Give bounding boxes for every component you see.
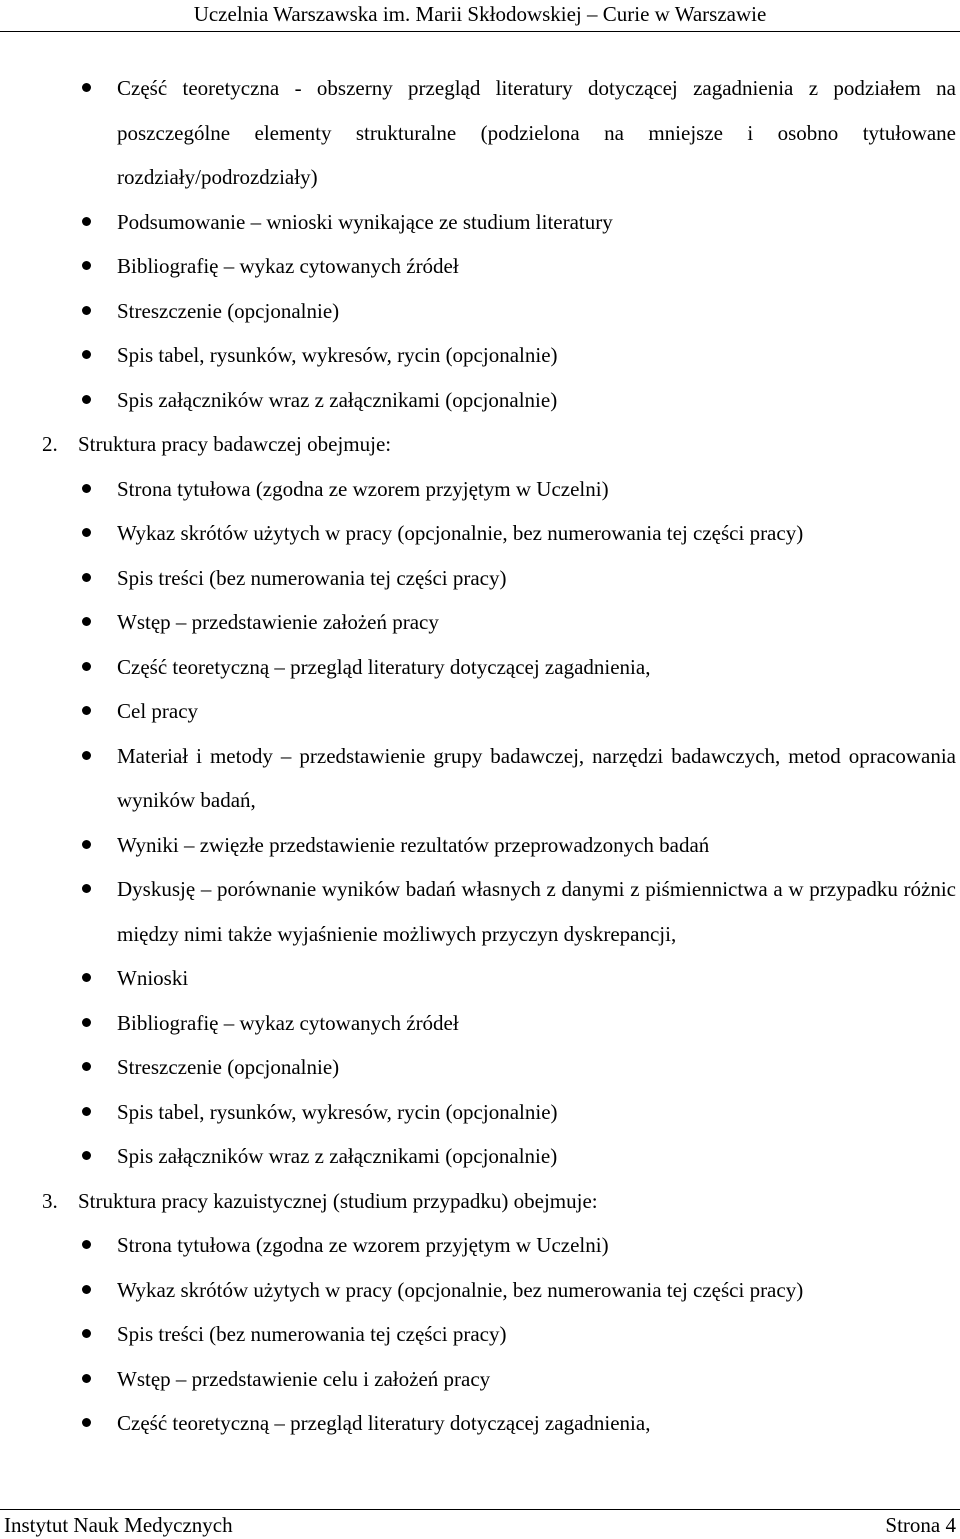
list-item-text: Wstęp – przedstawienie założeń pracy bbox=[117, 610, 439, 634]
list-item bbox=[0, 1401, 960, 1446]
bullet-icon bbox=[82, 1329, 91, 1338]
list-item bbox=[0, 289, 960, 334]
list-item-text: Część teoretyczna - obszerny przegląd literatury dotyczącej zagadnienia z podziałem na poszczególne elementy strukturalne (podzielona na mniejsze i osobno tytułowane rozdziały/podrozdziały) bbox=[117, 76, 956, 189]
section2-list bbox=[0, 467, 960, 1179]
list-item bbox=[0, 1223, 960, 1268]
list-item bbox=[0, 200, 960, 245]
list-item bbox=[0, 378, 960, 423]
list-item bbox=[0, 1268, 960, 1313]
list-item bbox=[0, 511, 960, 556]
list-item bbox=[0, 600, 960, 645]
bullet-icon bbox=[82, 1107, 91, 1116]
list-item-text: Spis załączników wraz z załącznikami (opcjonalnie) bbox=[117, 1144, 558, 1168]
section2-number: 2. bbox=[42, 432, 58, 456]
bullet-icon bbox=[82, 1418, 91, 1427]
header-title: Uczelnia Warszawska im. Marii Skłodowskiej – Curie w Warszawie bbox=[193, 2, 767, 26]
list-item-text: Strona tytułowa (zgodna ze wzorem przyjętym w Uczelni) bbox=[117, 476, 609, 501]
list-item-text: Część teoretyczną – przegląd literatury dotyczącej zagadnienia, bbox=[117, 654, 651, 679]
list-item-text: Bibliografię – wykaz cytowanych źródeł bbox=[117, 254, 459, 278]
list-item-text: Streszczenie (opcjonalnie) bbox=[117, 298, 340, 323]
list-item bbox=[0, 66, 960, 200]
list-item-text: Materiał i metody – przedstawienie grupy badawczej, narzędzi badawczych, metod opracowania wyników badań, bbox=[117, 743, 956, 812]
bullet-icon bbox=[82, 973, 91, 982]
list-item bbox=[0, 956, 960, 1001]
list-item bbox=[0, 734, 960, 823]
list-item bbox=[0, 1001, 960, 1046]
list-item-text: Strona tytułowa (zgodna ze wzorem przyjętym w Uczelni) bbox=[117, 1233, 609, 1257]
section2-heading bbox=[0, 422, 960, 467]
list-item-text: Streszczenie (opcjonalnie) bbox=[117, 1055, 340, 1079]
list-item-text: Podsumowanie – wnioski wynikające ze studium literatury bbox=[117, 209, 613, 234]
footer-institute: Instytut Nauk Medycznych bbox=[4, 1513, 233, 1537]
list-item bbox=[0, 823, 960, 868]
section3-list bbox=[0, 1223, 960, 1446]
bullet-icon bbox=[82, 350, 91, 359]
document-body bbox=[0, 66, 960, 1446]
bullet-icon bbox=[82, 83, 91, 92]
footer-page-number: Strona 4 bbox=[885, 1513, 956, 1537]
bullet-icon bbox=[82, 662, 91, 671]
list-item bbox=[0, 1312, 960, 1357]
bullet-icon bbox=[82, 1240, 91, 1249]
bullet-icon bbox=[82, 884, 91, 893]
bullet-icon bbox=[82, 1285, 91, 1294]
bullet-icon bbox=[82, 1062, 91, 1071]
page-footer bbox=[0, 1509, 960, 1539]
list-item bbox=[0, 556, 960, 601]
list-item bbox=[0, 1357, 960, 1402]
list-item-text: Wykaz skrótów użytych w pracy (opcjonalnie, bez numerowania tej części pracy) bbox=[117, 1277, 804, 1302]
page-header bbox=[0, 0, 960, 32]
list-item-text: Wykaz skrótów użytych w pracy (opcjonalnie, bez numerowania tej części pracy) bbox=[117, 521, 804, 545]
bullet-icon bbox=[82, 306, 91, 315]
bullet-icon bbox=[82, 261, 91, 270]
list-item-text: Część teoretyczną – przegląd literatury dotyczącej zagadnienia, bbox=[117, 1411, 651, 1435]
section3-heading bbox=[0, 1179, 960, 1224]
list-item-text: Spis treści (bez numerowania tej części pracy) bbox=[117, 565, 507, 590]
section3-title: Struktura pracy kazuistycznej (studium przypadku) obejmuje: bbox=[78, 1188, 598, 1213]
list-item bbox=[0, 1134, 960, 1179]
list-item-text: Spis treści (bez numerowania tej części pracy) bbox=[117, 1322, 507, 1346]
bullet-icon bbox=[82, 573, 91, 582]
list-item-text: Bibliografię – wykaz cytowanych źródeł bbox=[117, 1010, 459, 1035]
list-item-text: Wyniki – zwięzłe przedstawienie rezultatów przeprowadzonych badań bbox=[117, 832, 710, 857]
list-item-text: Wstęp – przedstawienie celu i założeń pracy bbox=[117, 1366, 491, 1391]
bullet-icon bbox=[82, 217, 91, 226]
list-item bbox=[0, 689, 960, 734]
list-item bbox=[0, 867, 960, 956]
bullet-icon bbox=[82, 1018, 91, 1027]
bullet-icon bbox=[82, 617, 91, 626]
list-item bbox=[0, 1045, 960, 1090]
bullet-icon bbox=[82, 751, 91, 760]
list-item-text: Spis tabel, rysunków, wykresów, rycin (opcjonalnie) bbox=[117, 1099, 558, 1124]
section2-title: Struktura pracy badawczej obejmuje: bbox=[78, 432, 392, 456]
list-item bbox=[0, 467, 960, 512]
bullet-icon bbox=[82, 484, 91, 493]
list-item-text: Spis załączników wraz z załącznikami (opcjonalnie) bbox=[117, 387, 558, 412]
section1-list bbox=[0, 66, 960, 422]
list-item-text: Wnioski bbox=[117, 966, 189, 990]
bullet-icon bbox=[82, 1374, 91, 1383]
bullet-icon bbox=[82, 1151, 91, 1160]
bullet-icon bbox=[82, 528, 91, 537]
list-item bbox=[0, 333, 960, 378]
list-item bbox=[0, 645, 960, 690]
list-item bbox=[0, 1090, 960, 1135]
list-item-text: Spis tabel, rysunków, wykresów, rycin (opcjonalnie) bbox=[117, 343, 558, 367]
list-item bbox=[0, 244, 960, 289]
bullet-icon bbox=[82, 706, 91, 715]
list-item-text: Dyskusję – porównanie wyników badań własnych z danymi z piśmiennictwa a w przypadku różnic między nimi także wyjaśnienie możliwych przyczyn dyskrepancji, bbox=[117, 877, 956, 946]
list-item-text: Cel pracy bbox=[117, 699, 199, 723]
bullet-icon bbox=[82, 395, 91, 404]
bullet-icon bbox=[82, 840, 91, 849]
section3-number: 3. bbox=[42, 1188, 58, 1213]
